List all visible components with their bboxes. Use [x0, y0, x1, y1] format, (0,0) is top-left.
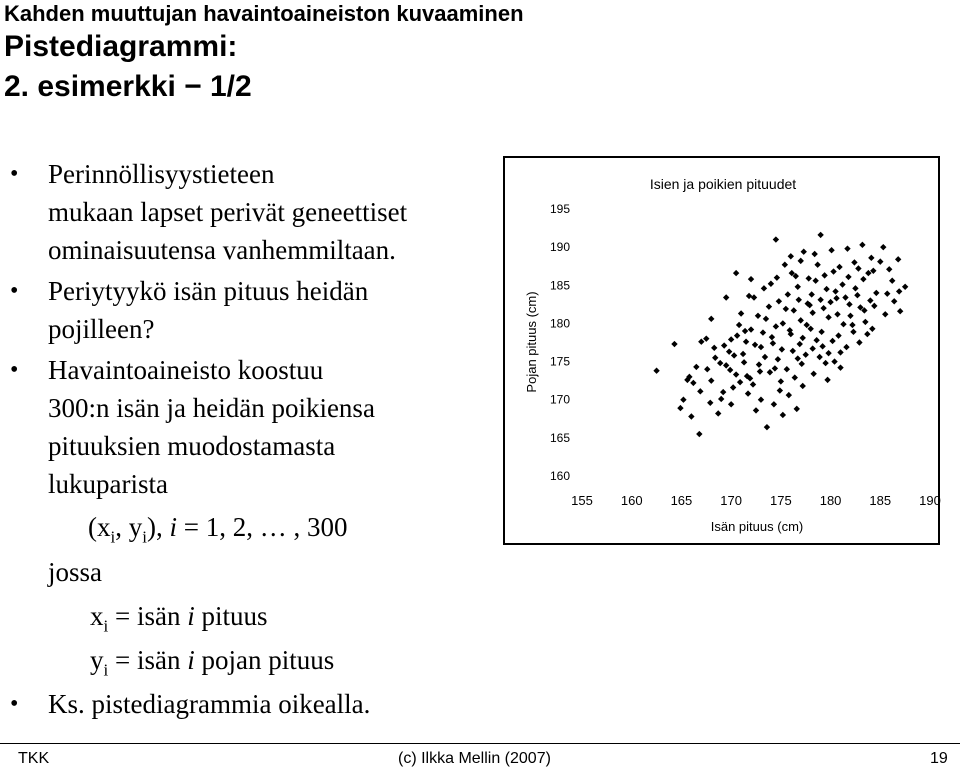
data-point: [782, 261, 788, 267]
data-point: [805, 275, 811, 281]
data-point: [895, 256, 901, 262]
data-point: [851, 259, 857, 265]
data-point: [799, 361, 805, 367]
data-point: [753, 407, 759, 413]
data-point: [688, 413, 694, 419]
data-point: [801, 249, 807, 255]
data-point: [773, 323, 779, 329]
data-point: [828, 247, 834, 253]
data-point: [773, 236, 779, 242]
data-point: [750, 381, 756, 387]
data-point: [889, 278, 895, 284]
data-point: [677, 405, 683, 411]
data-point: [785, 291, 791, 297]
data-point: [896, 288, 902, 294]
data-point: [831, 358, 837, 364]
data-point: [718, 396, 724, 402]
data-point: [746, 293, 752, 299]
page-number: 19: [930, 750, 948, 767]
data-point: [748, 326, 754, 332]
data-point: [837, 349, 843, 355]
data-point: [794, 406, 800, 412]
data-point: [798, 258, 804, 264]
x-tick-label: 165: [670, 493, 693, 508]
data-point: [757, 368, 763, 374]
data-point: [731, 352, 737, 358]
data-point: [738, 310, 744, 316]
bullet-dot-icon: •: [10, 357, 19, 383]
data-point: [847, 313, 853, 319]
data-point: [886, 266, 892, 272]
data-point: [734, 332, 740, 338]
data-point: [825, 350, 831, 356]
x-tick-label: 175: [770, 493, 792, 508]
data-point: [859, 242, 865, 248]
data-point: [737, 379, 743, 385]
data-point: [818, 329, 824, 335]
x-tick-label: 185: [869, 493, 892, 508]
data-point: [808, 291, 814, 297]
data-point: [680, 397, 686, 403]
data-point: [797, 341, 803, 347]
data-point: [756, 361, 762, 367]
data-point: [869, 326, 875, 332]
data-point: [708, 377, 714, 383]
data-point: [860, 276, 866, 282]
data-point: [824, 377, 830, 383]
data-point: [728, 336, 734, 342]
data-point: [712, 355, 718, 361]
data-point: [726, 348, 732, 354]
chart-title: Isien ja poikien pituudet: [649, 176, 797, 192]
x-tick-label: 155: [571, 493, 593, 508]
data-point: [742, 328, 748, 334]
data-point: [733, 371, 739, 377]
x-tick-label: 170: [720, 493, 742, 508]
data-point: [690, 380, 696, 386]
data-point: [715, 410, 721, 416]
data-point: [897, 308, 903, 314]
data-point: [809, 310, 815, 316]
data-point: [790, 348, 796, 354]
y-tick-label: 180: [549, 316, 571, 331]
bullet-line: ominaisuutensa vanhemmiltaan.: [48, 235, 396, 265]
data-point: [873, 290, 879, 296]
data-point: [772, 365, 778, 371]
data-point: [711, 345, 717, 351]
data-point: [817, 297, 823, 303]
data-point: [877, 258, 883, 264]
data-point: [723, 362, 729, 368]
data-point: [800, 335, 806, 341]
data-point: [800, 383, 806, 389]
bullet-line: pojilleen?: [48, 314, 155, 344]
data-point: [849, 322, 855, 328]
data-point: [867, 297, 873, 303]
data-point: [769, 334, 775, 340]
bullet-line: mukaan lapset perivät geneettiset: [48, 197, 408, 227]
data-point: [880, 244, 886, 250]
data-point: [762, 354, 768, 360]
data-point: [796, 297, 802, 303]
data-point: [840, 321, 846, 327]
data-point: [717, 360, 723, 366]
data-point: [730, 384, 736, 390]
data-point: [743, 339, 749, 345]
data-point: [837, 364, 843, 370]
data-point: [758, 344, 764, 350]
data-point: [813, 337, 819, 343]
data-point: [816, 354, 822, 360]
bullet-line: lukuparista: [48, 469, 168, 499]
bullet-line: Ks. pistediagrammia oikealla.: [48, 689, 371, 719]
data-point: [835, 332, 841, 338]
data-point: [697, 388, 703, 394]
bullet-dot-icon: •: [10, 161, 19, 187]
data-point: [856, 339, 862, 345]
data-point: [854, 292, 860, 298]
x-tick-label: 160: [620, 493, 643, 508]
data-point: [767, 369, 773, 375]
y-tick-label: 195: [549, 202, 571, 216]
x-tick-label: 190: [919, 493, 941, 508]
data-point: [707, 400, 713, 406]
data-point: [792, 374, 798, 380]
data-point: [778, 378, 784, 384]
pair-formula: ($x_i$, $y_i$), i = 1, 2, … , 300: [88, 512, 348, 547]
data-point: [704, 366, 710, 372]
data-point: [832, 288, 838, 294]
y-tick-label: 175: [549, 354, 571, 369]
data-point: [696, 431, 702, 437]
data-point: [871, 303, 877, 309]
data-point: [776, 298, 782, 304]
data-point: [784, 366, 790, 372]
data-point: [842, 294, 848, 300]
data-point: [830, 268, 836, 274]
data-point: [798, 317, 804, 323]
data-point: [833, 295, 839, 301]
data-point: [703, 335, 709, 341]
data-point: [653, 368, 659, 374]
data-point: [862, 319, 868, 325]
data-point: [755, 313, 761, 319]
data-point: [820, 305, 826, 311]
course-title: Kahden muuttujan havaintoaineiston kuvaaminen: [4, 1, 524, 26]
data-point: [795, 355, 801, 361]
x-tick-label: 180: [819, 493, 842, 508]
data-point: [822, 360, 828, 366]
data-point: [819, 343, 825, 349]
data-point: [834, 311, 840, 317]
data-point: [761, 285, 767, 291]
bullet-line: Periytyykö isän pituus heidän: [48, 276, 369, 306]
footer-center: (c) Ilkka Mellin (2007): [398, 750, 551, 767]
data-point: [728, 401, 734, 407]
data-point: [708, 316, 714, 322]
data-point: [774, 274, 780, 280]
data-point: [740, 351, 746, 357]
data-point: [823, 286, 829, 292]
data-point: [791, 307, 797, 313]
bullet-line: Havaintoaineisto koostuu: [48, 355, 324, 385]
data-point: [810, 371, 816, 377]
data-point: [827, 299, 833, 305]
data-point: [733, 270, 739, 276]
data-point: [780, 320, 786, 326]
data-point: [864, 331, 870, 337]
data-point: [723, 294, 729, 300]
y-tick-label: 165: [549, 430, 571, 445]
data-point: [780, 412, 786, 418]
data-point: [751, 294, 757, 300]
data-point: [736, 322, 742, 328]
data-point: [698, 339, 704, 345]
data-point: [845, 274, 851, 280]
data-point: [814, 261, 820, 267]
data-point: [783, 306, 789, 312]
data-point: [745, 390, 751, 396]
data-point: [811, 251, 817, 257]
data-point: [817, 232, 823, 238]
data-point: [764, 424, 770, 430]
data-point: [771, 401, 777, 407]
y-tick-label: 190: [549, 240, 571, 255]
data-point: [770, 340, 776, 346]
data-point: [803, 352, 809, 358]
y-tick-label: 185: [549, 278, 571, 293]
data-point: [804, 322, 810, 328]
data-point: [693, 364, 699, 370]
data-point: [741, 359, 747, 365]
y-tick-label: 160: [549, 469, 571, 483]
bullet-line: 300:n isän ja heidän poikiensa: [48, 393, 375, 423]
data-point: [795, 284, 801, 290]
definition-y: $y_i$ = isän i pojan pituus: [90, 645, 335, 680]
data-point: [807, 326, 813, 332]
x-axis-label: Isän pituus (cm): [710, 519, 804, 534]
data-point: [788, 253, 794, 259]
data-point: [671, 341, 677, 347]
data-point: [786, 392, 792, 398]
bullet-line: Perinnöllisyystieteen: [48, 159, 275, 189]
data-point: [891, 298, 897, 304]
y-tick-label: 170: [549, 392, 571, 407]
data-point: [720, 389, 726, 395]
data-point: [760, 329, 766, 335]
footer-divider: [0, 743, 960, 744]
y-axis-label: Pojan pituus (cm): [524, 291, 539, 393]
data-point: [829, 338, 835, 344]
data-point: [836, 264, 842, 270]
slide-subtitle: 2. esimerkki − 1/2: [4, 70, 252, 103]
jossa-text: jossa: [48, 557, 102, 587]
data-point: [763, 316, 769, 322]
data-point: [721, 342, 727, 348]
data-point: [884, 290, 890, 296]
data-point: [812, 278, 818, 284]
data-point: [821, 272, 827, 278]
data-point: [843, 344, 849, 350]
data-point: [852, 285, 858, 291]
slide-title: Pistediagrammi:: [4, 30, 238, 63]
data-point: [855, 265, 861, 271]
data-point: [902, 284, 908, 290]
data-point: [825, 314, 831, 320]
data-point: [846, 301, 852, 307]
data-point: [777, 387, 783, 393]
data-point: [775, 356, 781, 362]
bullet-dot-icon: •: [10, 278, 19, 304]
data-point: [752, 342, 758, 348]
bullet-dot-icon: •: [10, 691, 19, 717]
data-point: [868, 255, 874, 261]
data-point: [850, 329, 856, 335]
data-point: [779, 346, 785, 352]
data-point: [844, 245, 850, 251]
data-point: [727, 367, 733, 373]
data-point: [766, 303, 772, 309]
bullet-line: pituuksien muodostamasta: [48, 431, 336, 461]
data-point: [809, 345, 815, 351]
data-point: [758, 397, 764, 403]
data-point: [748, 276, 754, 282]
definition-x: $x_i$ = isän i pituus: [90, 601, 268, 636]
data-point: [839, 281, 845, 287]
data-point: [768, 281, 774, 287]
footer-left: TKK: [18, 750, 50, 767]
data-point: [882, 311, 888, 317]
